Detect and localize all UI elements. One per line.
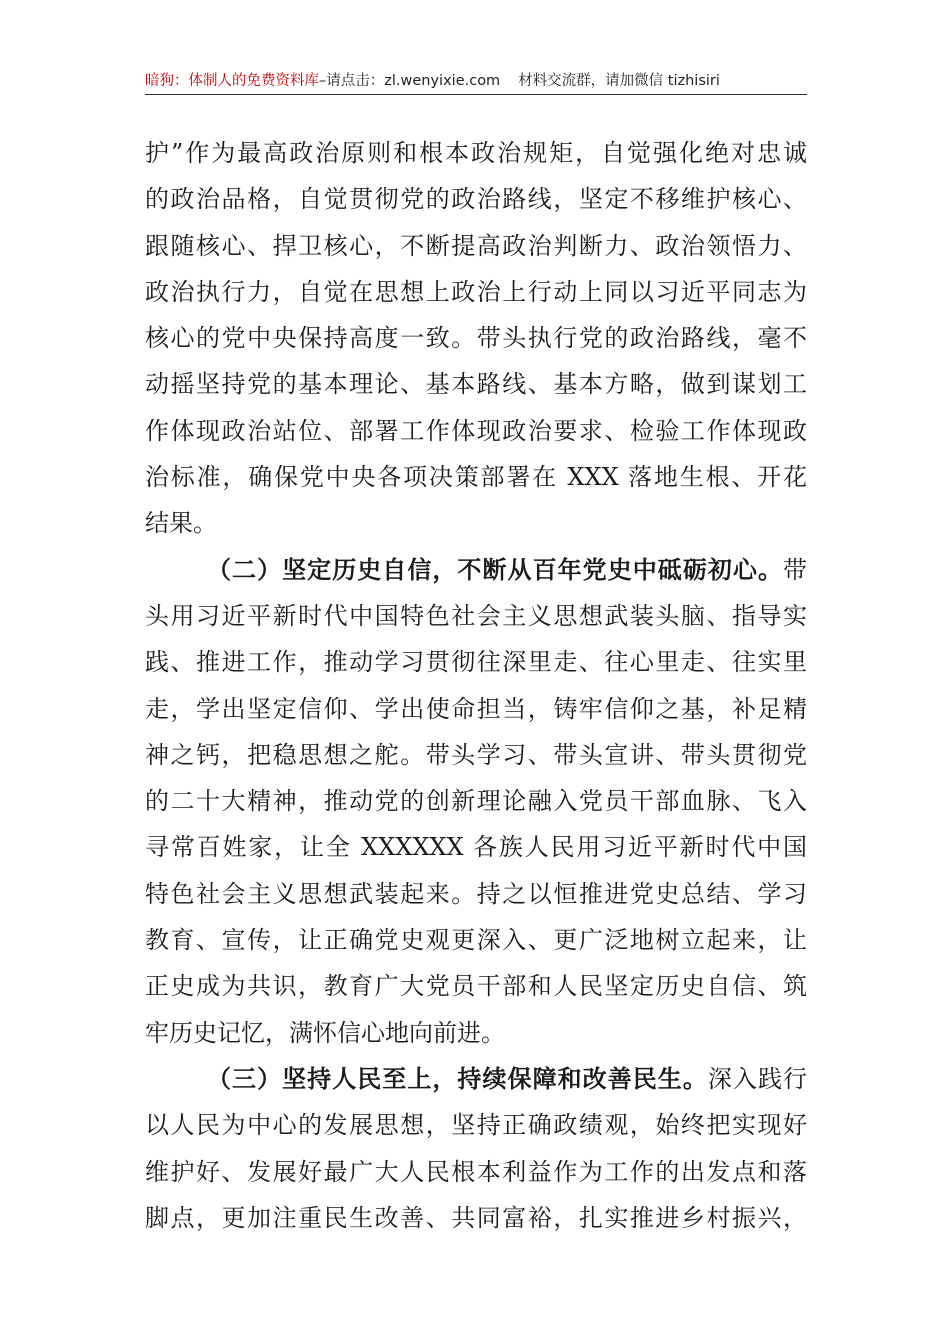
text-line: 护”作为最高政治原则和根本政治规矩，自觉强化绝对忠诚 [145,139,807,167]
text-line: 政治执行力，自觉在思想上政治上行动上同以习近平同志为 [145,277,807,306]
paragraph-2 [145,547,807,1056]
section-heading: （二）坚定历史自信，不断从百年党史中砥砺初心。 [207,554,783,584]
text-line: 结果。 [145,509,217,538]
text-line: 牢历史记忆，满怀信心地向前进。 [145,1018,505,1047]
text-line: 特色社会主义思想武装起来。持之以恒推进党史总结、学习 [145,879,807,908]
text-line: 的政治品格，自觉贯彻党的政治路线，坚定不移维护核心、 [145,185,807,214]
text-line: 维护好、发展好最广大人民根本利益作为工作的出发点和落 [145,1157,807,1186]
header-group-note: 材料交流群，请加微信 tizhisiri [518,73,720,89]
text-line: 头用习近平新时代中国特色社会主义思想武装头脑、指导实 [145,601,807,630]
text-line: 践、推进工作，推动学习贯彻往深里走、往心里走、往实里 [145,648,807,677]
paragraph-1 [145,130,807,547]
text-line: 寻常百姓家，让全 XXXXXX 各族人民用习近平新时代中国 [145,833,807,862]
text-line: 神之钙，把稳思想之舵。带头学习、带头宣讲、带头贯彻党 [145,740,807,769]
section-heading: （三）坚持人民至上，持续保障和改善民生。 [207,1063,708,1093]
text-line: 动摇坚持党的基本理论、基本路线、基本方略，做到谋划工 [145,370,807,399]
document-body [145,130,807,1241]
text-line: 的二十大精神，推动党的创新理论融入党员干部血脉、飞入 [145,787,807,816]
paragraph-heading-line [145,1056,807,1102]
text-line: 以人民为中心的发展思想，坚持正确政绩观，始终把实现好 [145,1111,807,1140]
text-line: 治标准，确保党中央各项决策部署在 XXX 落地生根、开花 [145,463,807,492]
heading-line-rest: 带 [783,555,807,584]
header-click-prompt: –请点击： [319,73,385,89]
text-line: 作体现政治站位、部署工作体现政治要求、检验工作体现政 [145,416,807,445]
header-site-name: 暗狗：体制人的免费资料库 [145,73,319,89]
text-line: 教育、宣传，让正确党史观更深入、更广泛地树立起来，让 [145,926,807,955]
header-url-link[interactable]: zl.wenyixie.com [384,73,501,89]
text-line: 跟随核心、捍卫核心，不断提高政治判断力、政治领悟力、 [145,231,807,260]
paragraph-3 [145,1056,807,1241]
text-line: 正史成为共识，教育广大党员干部和人民坚定历史自信、筑 [145,972,807,1001]
page-header [145,68,807,95]
paragraph-heading-line [145,547,807,593]
text-line: 脚点，更加注重民生改善、共同富裕，扎实推进乡村振兴， [145,1203,807,1232]
heading-line-rest: 深入践行 [707,1064,808,1093]
text-line: 核心的党中央保持高度一致。带头执行党的政治路线，毫不 [145,324,807,353]
text-line: 走，学出坚定信仰、学出使命担当，铸牢信仰之基，补足精 [145,694,807,723]
